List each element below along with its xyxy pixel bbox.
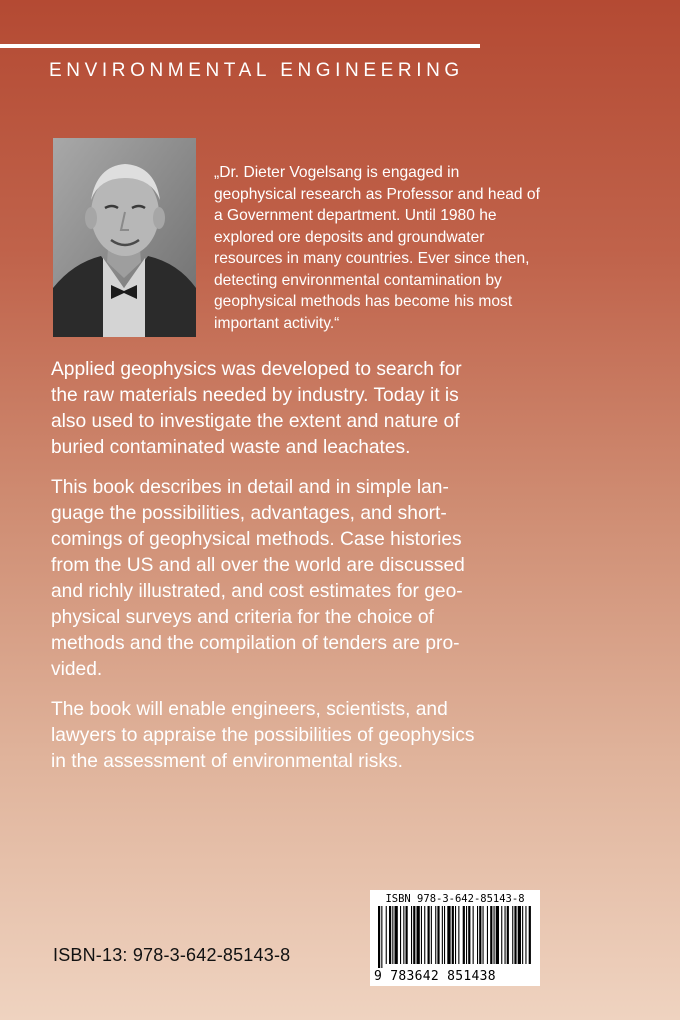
book-description: [51, 357, 491, 789]
isbn-label: ISBN-13: 978-3-642-85143-8: [53, 945, 291, 965]
barcode-isbn-text: ISBN 978-3-642-85143-8: [385, 893, 525, 905]
description-paragraph: Applied geophysics was developed to search for the raw materials needed by industry. Today it is also used to investigate the extent and nature of buried contaminated waste and leachates.: [51, 359, 462, 458]
description-paragraph: This book describes in detail and in simple language the possibilities, advantages, and shortcomings of geophysical methods. Case histories from the US and all over the world are discussed and richly illustrated, and cost estimates for geophysical surveys and criteria for the choice of methods and the compilation of tenders are provided.: [51, 477, 465, 680]
author-quote: „Dr. Dieter Vogelsang is engaged in geophysical research as Professor and head of a Government department. Until 1980 he explored ore deposits and groundwater resources in many countries. Ever since then, detecting environmental contamination by geophysical methods has become his most important activity.“: [214, 164, 540, 332]
series-title: ENVIRONMENTAL ENGINEERING: [49, 60, 464, 81]
author-photo: [53, 138, 196, 337]
isbn-barcode: [370, 890, 540, 986]
barcode-digits: 9 783642 851438: [374, 969, 496, 984]
description-paragraph: The book will enable engineers, scientists, and lawyers to appraise the possibilities of geophysics in the assessment of environmental risks.: [51, 699, 475, 772]
barcode-bars: [378, 906, 532, 968]
top-rule: [0, 44, 480, 48]
